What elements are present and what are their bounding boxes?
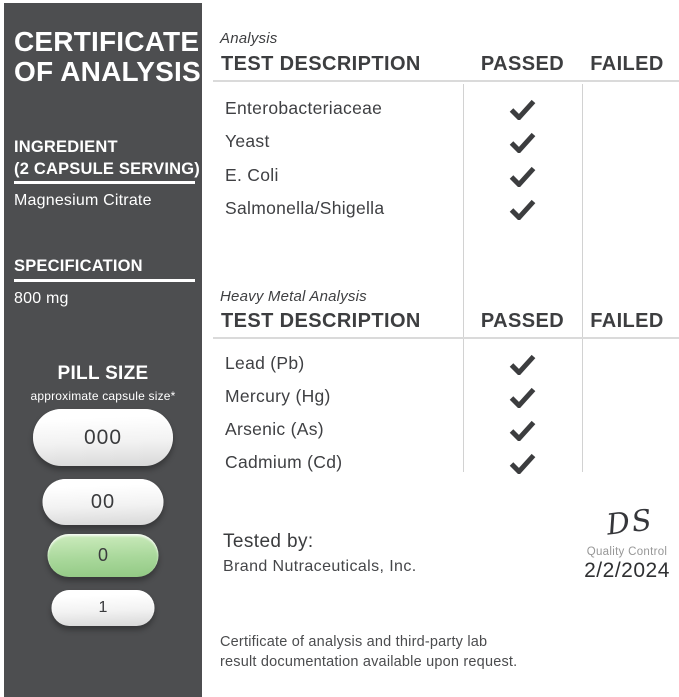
- signature-date: 2/2/2024: [584, 559, 670, 582]
- heavy-metal-col-failed: FAILED: [590, 310, 664, 332]
- table-row: [202, 98, 679, 124]
- ingredient-heading-line2: (2 CAPSULE SERVING): [14, 160, 200, 179]
- ingredient-heading: [14, 136, 200, 181]
- capsule-label: 0: [97, 545, 108, 565]
- table-row: [202, 198, 679, 224]
- analysis-header-rule: [213, 80, 679, 82]
- signature-initials: DS: [604, 502, 656, 542]
- test-name: Cadmium (Cd): [225, 452, 343, 472]
- capsule-size-0-highlighted: [48, 534, 159, 577]
- test-name: E. Coli: [225, 165, 279, 185]
- test-results-panel: [202, 0, 679, 697]
- test-name: Arsenic (As): [225, 419, 324, 439]
- table-row: [202, 165, 679, 191]
- footer-note-line2: result documentation available upon request.: [220, 653, 518, 670]
- analysis-col-failed: FAILED: [590, 53, 664, 75]
- analysis-col-passed: PASSED: [480, 53, 565, 75]
- check-icon: [463, 354, 582, 380]
- heavy-metal-section-label: Heavy Metal Analysis: [220, 288, 367, 305]
- check-icon: [463, 99, 582, 125]
- signature-role: Quality Control: [586, 546, 668, 558]
- capsule-size-000: [33, 409, 173, 466]
- test-name: Yeast: [225, 131, 270, 151]
- specification-divider: [14, 279, 195, 282]
- test-name: Enterobacteriaceae: [225, 98, 383, 118]
- table-row: [202, 353, 679, 379]
- table-row: [202, 452, 679, 478]
- tested-by-value: Brand Nutraceuticals, Inc.: [223, 558, 417, 575]
- check-icon: [463, 199, 582, 225]
- ingredient-heading-line1: INGREDIENT: [14, 138, 118, 156]
- certificate-sidebar: [4, 3, 202, 697]
- certificate-title: [14, 27, 201, 87]
- check-icon: [463, 166, 582, 192]
- capsule-size-1: [52, 590, 155, 626]
- capsule-size-00: [43, 479, 164, 525]
- tested-by-label: Tested by:: [223, 531, 314, 552]
- capsule-label: 00: [90, 490, 116, 513]
- pill-size-subheading: approximate capsule size*: [30, 389, 176, 403]
- specification-value: 800 mg: [14, 290, 69, 307]
- footer-note-line1: Certificate of analysis and third-party lab: [220, 634, 488, 650]
- test-name: Lead (Pb): [225, 353, 305, 373]
- table-row: [202, 419, 679, 445]
- capsule-label: 1: [98, 599, 108, 616]
- heavy-metal-col-passed: PASSED: [480, 310, 565, 332]
- certificate-title-line1: CERTIFICATE: [14, 26, 200, 57]
- check-icon: [463, 387, 582, 413]
- specification-heading: SPECIFICATION: [14, 257, 143, 275]
- table-row: [202, 386, 679, 412]
- capsule-label: 000: [83, 425, 123, 449]
- test-name: Salmonella/Shigella: [225, 198, 385, 218]
- heavy-metal-header-rule: [213, 337, 679, 339]
- test-name: Mercury (Hg): [225, 386, 331, 406]
- heavy-metal-col-test: TEST DESCRIPTION: [221, 310, 421, 332]
- check-icon: [463, 420, 582, 446]
- ingredient-divider: [14, 181, 195, 184]
- pill-size-heading: PILL SIZE: [57, 363, 149, 384]
- footer-note: [220, 633, 517, 672]
- check-icon: [463, 453, 582, 479]
- analysis-section-label: Analysis: [220, 30, 278, 47]
- certificate-title-line2: OF ANALYSIS: [14, 56, 201, 88]
- table-row: [202, 131, 679, 157]
- ingredient-value: Magnesium Citrate: [14, 192, 152, 209]
- check-icon: [463, 132, 582, 158]
- analysis-col-test: TEST DESCRIPTION: [221, 53, 421, 75]
